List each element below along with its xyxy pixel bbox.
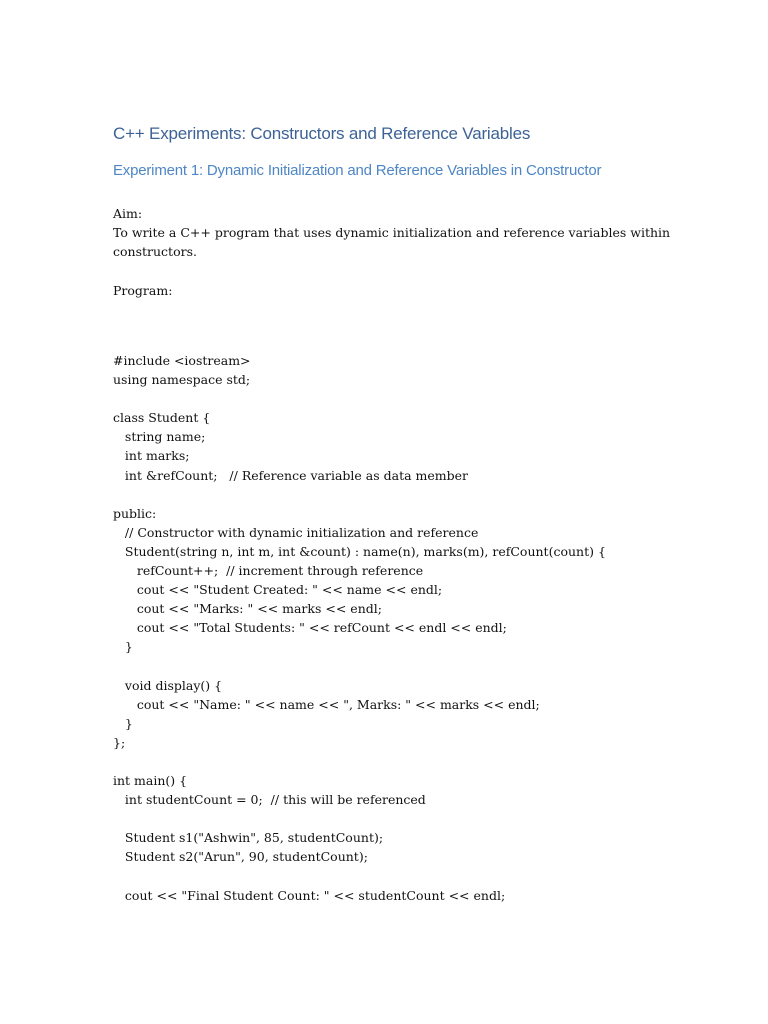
code-line: void display() { [113,677,223,693]
document-title: C++ Experiments: Constructors and Reference Variables [113,124,531,143]
code-line: int marks; [113,448,190,464]
code-line: #include <iostream> [113,353,251,368]
code-line [113,485,606,504]
program-label: Program: [113,283,173,298]
code-line: } [113,639,133,655]
aim-label: Aim: [113,206,143,221]
code-line: cout << "Marks: " << marks << endl; [113,601,382,617]
code-line: class Student { [113,410,211,426]
aim-text-line-2: constructors. [113,244,197,259]
code-line [113,752,606,771]
code-line: cout << "Total Students: " << refCount << endl << endl; [113,620,507,636]
code-line: // Constructor with dynamic initialization and reference [113,524,479,540]
code-line: cout << "Final Student Count: " << studentCount << endl; [113,887,506,903]
code-line: int main() { [113,773,188,789]
code-line: Student s1("Ashwin", 85, studentCount); [113,830,384,846]
experiment-heading: Experiment 1: Dynamic Initialization and Reference Variables in Constructor [113,162,602,179]
code-line [113,389,606,408]
aim-text-line-1: To write a C++ program that uses dynamic initialization and reference variables within [113,225,671,240]
code-line: cout << "Student Created: " << name << endl; [113,582,443,598]
code-line: } [113,715,133,731]
code-line: int &refCount; // Reference variable as data member [113,467,468,483]
code-line: Student s2("Arun", 90, studentCount); [113,849,368,865]
code-line: using namespace std; [113,372,251,388]
code-line: }; [113,734,126,750]
code-line: cout << "Name: " << name << ", Marks: " << marks << endl; [113,696,540,712]
code-line: refCount++; // increment through reference [113,563,424,579]
code-line [113,867,606,886]
code-line: string name; [113,429,206,445]
code-line [113,809,606,828]
code-block [113,351,606,905]
code-line: Student(string n, int m, int &count) : name(n), marks(m), refCount(count) { [113,543,606,559]
code-line: int studentCount = 0; // this will be referenced [113,792,426,808]
code-line [113,657,606,676]
code-line: public: [113,505,157,521]
